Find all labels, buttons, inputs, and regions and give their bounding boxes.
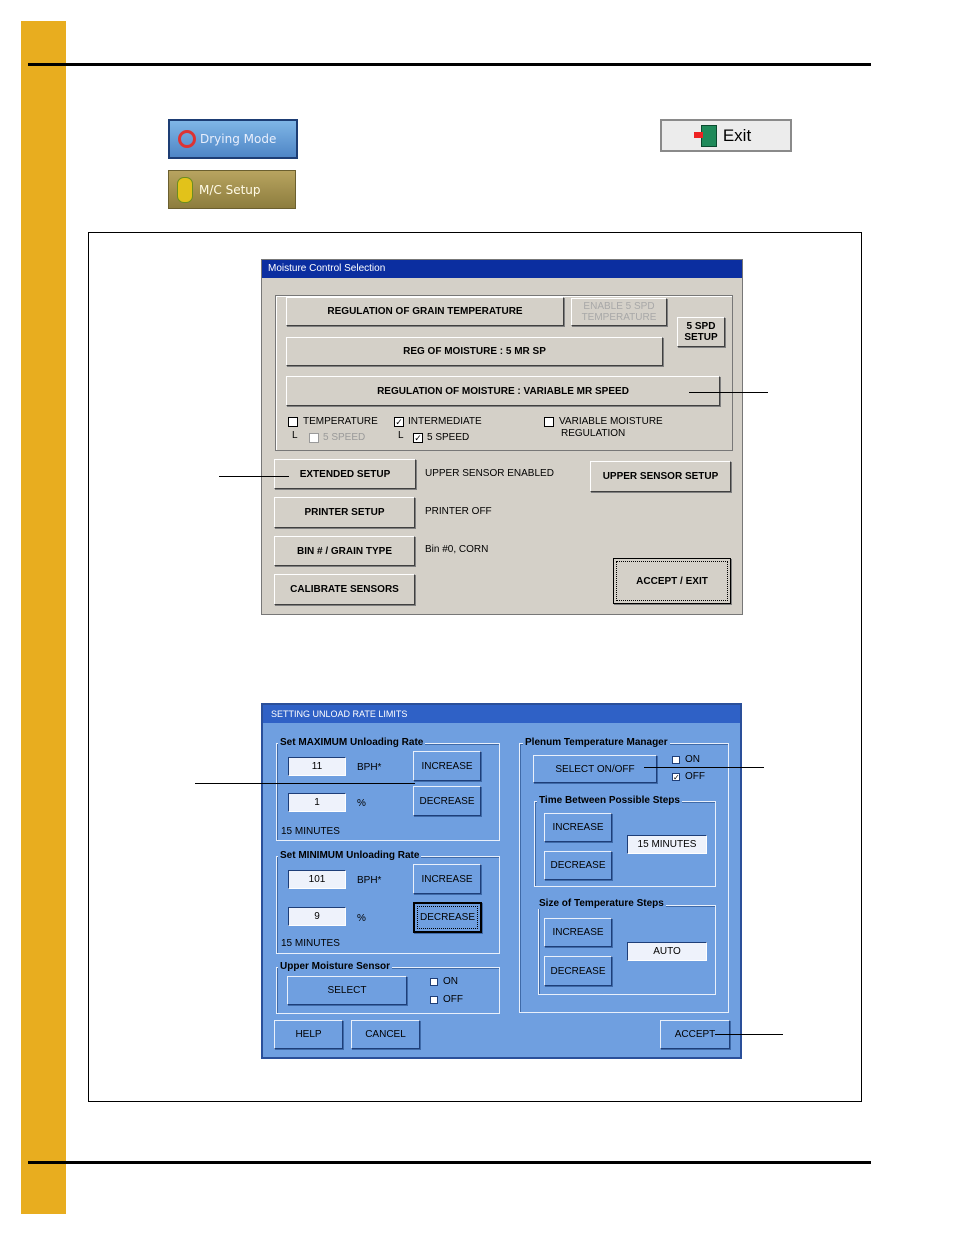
min-interval: 15 MINUTES <box>281 938 340 949</box>
drying-mode-label: Drying Mode <box>200 132 277 146</box>
on-label: ON <box>685 754 700 765</box>
regulation-moisture-variable-button[interactable] <box>286 376 720 406</box>
window-title: SETTING UNLOAD RATE LIMITS <box>263 705 740 723</box>
callout-line-max-rate <box>195 783 415 784</box>
reg-moisture-5mr-button[interactable] <box>286 337 663 366</box>
max-decrease-button[interactable]: DECREASE <box>413 786 481 816</box>
button-label: CALIBRATE SENSORS <box>290 584 399 595</box>
cancel-button[interactable]: CANCEL <box>351 1020 420 1049</box>
side-color-bar <box>21 21 66 1214</box>
corn-icon <box>177 177 193 203</box>
printer-status: PRINTER OFF <box>425 506 492 517</box>
time-steps-group-title: Time Between Possible Steps <box>539 795 680 806</box>
5spd-setup-button[interactable] <box>677 317 725 347</box>
callout-line-plenum <box>644 767 764 768</box>
accept-button[interactable]: ACCEPT <box>660 1020 730 1049</box>
callout-line-extended-setup <box>219 476 289 477</box>
help-button[interactable]: HELP <box>274 1020 343 1049</box>
exit-label: Exit <box>722 125 752 145</box>
5speed-disabled-checkbox[interactable] <box>309 433 319 443</box>
max-pct-field[interactable]: 1 <box>288 793 346 812</box>
header-rule <box>28 63 871 66</box>
button-label: 5 SPD <box>686 321 716 332</box>
min-bph-field[interactable]: 101 <box>288 870 346 889</box>
off-label: OFF <box>443 994 463 1005</box>
time-steps-field[interactable]: 15 MINUTES <box>627 835 707 854</box>
bin-status: Bin #0, CORN <box>425 544 489 555</box>
moisture-control-window <box>261 259 743 615</box>
max-interval: 15 MINUTES <box>281 826 340 837</box>
upper-sensor-on-checkbox[interactable] <box>430 978 438 986</box>
exit-button[interactable] <box>660 119 792 152</box>
button-label: ENABLE 5 SPD <box>583 301 655 312</box>
callout-line-variable-mr <box>689 392 768 393</box>
callout-line-accept <box>715 1034 783 1035</box>
upper-sensor-status: UPPER SENSOR ENABLED <box>425 468 554 479</box>
variable-moisture-label-2: REGULATION <box>561 428 626 439</box>
button-label: TEMPERATURE <box>581 312 657 323</box>
plenum-on-checkbox[interactable] <box>672 756 680 764</box>
variable-moisture-label: VARIABLE MOISTURE <box>559 416 663 427</box>
button-label: SETUP <box>684 332 718 343</box>
bin-grain-type-button[interactable] <box>274 536 415 566</box>
bph-unit: BPH* <box>357 875 382 886</box>
mc-setup-button[interactable] <box>168 170 296 209</box>
upper-moisture-group-title: Upper Moisture Sensor <box>280 961 391 972</box>
select-on-off-button[interactable]: SELECT ON/OFF <box>533 755 657 783</box>
button-label: BIN # / GRAIN TYPE <box>296 545 392 557</box>
on-label: ON <box>443 976 458 987</box>
upper-sensor-setup-button[interactable] <box>590 461 731 492</box>
sub-marker: L <box>398 430 404 441</box>
min-pct-field[interactable]: 9 <box>288 907 346 926</box>
plenum-group-title: Plenum Temperature Manager <box>525 737 668 748</box>
sub-marker: L <box>292 430 298 441</box>
intermediate-label: INTERMEDIATE <box>408 416 482 427</box>
button-label: PRINTER SETUP <box>304 507 385 518</box>
plenum-off-checkbox[interactable]: ✓ <box>673 773 680 782</box>
calibrate-sensors-button[interactable] <box>274 574 415 605</box>
printer-setup-button[interactable] <box>274 497 415 528</box>
min-decrease-button[interactable]: DECREASE <box>413 902 482 933</box>
upper-sensor-off-checkbox[interactable] <box>430 996 438 1004</box>
temp-increase-button[interactable]: INCREASE <box>544 918 612 947</box>
off-label: OFF <box>685 771 705 782</box>
temperature-checkbox[interactable] <box>288 417 298 427</box>
door-exit-icon <box>701 125 717 147</box>
5speed-checkbox[interactable]: ✓ <box>414 433 422 443</box>
pct-unit: % <box>357 798 366 809</box>
pct-unit: % <box>357 913 366 924</box>
time-decrease-button[interactable]: DECREASE <box>544 851 612 880</box>
button-label: REG OF MOISTURE : 5 MR SP <box>403 346 546 357</box>
enable-5spd-temperature-button[interactable] <box>571 298 667 326</box>
min-increase-button[interactable]: INCREASE <box>413 864 481 894</box>
button-label: UPPER SENSOR SETUP <box>602 471 719 482</box>
intermediate-checkbox[interactable]: ✓ <box>395 417 403 427</box>
max-increase-button[interactable]: INCREASE <box>413 751 481 781</box>
5speed-disabled-label: 5 SPEED <box>323 432 366 443</box>
max-bph-field[interactable]: 11 <box>288 757 346 776</box>
temperature-label: TEMPERATURE <box>303 416 378 427</box>
5speed-label: 5 SPEED <box>427 432 470 443</box>
max-rate-group-title: Set MAXIMUM Unloading Rate <box>280 737 424 748</box>
footer-rule <box>28 1161 871 1164</box>
accept-exit-button[interactable] <box>613 558 731 604</box>
window-title: Moisture Control Selection <box>262 260 742 278</box>
button-label: EXTENDED SETUP <box>299 468 391 480</box>
button-label: REGULATION OF GRAIN TEMPERATURE <box>327 306 523 317</box>
regulation-grain-temperature-button[interactable] <box>286 297 564 326</box>
mc-setup-label: M/C Setup <box>199 182 261 197</box>
temp-steps-group-title: Size of Temperature Steps <box>539 898 664 909</box>
drying-mode-button[interactable] <box>168 119 298 159</box>
button-label: REGULATION OF MOISTURE : VARIABLE MR SPEED <box>377 385 629 397</box>
temp-decrease-button[interactable]: DECREASE <box>544 956 612 986</box>
button-label: ACCEPT / EXIT <box>636 575 708 587</box>
drying-mode-icon <box>178 130 196 148</box>
bph-unit: BPH* <box>357 762 382 773</box>
unload-rate-window <box>261 703 742 1059</box>
upper-sensor-select-button[interactable]: SELECT <box>287 976 407 1005</box>
temp-steps-field[interactable]: AUTO <box>627 942 707 961</box>
min-rate-group-title: Set MINIMUM Unloading Rate <box>280 850 420 861</box>
variable-moisture-checkbox[interactable] <box>544 417 554 427</box>
extended-setup-button[interactable] <box>274 459 416 489</box>
time-increase-button[interactable]: INCREASE <box>544 813 612 842</box>
